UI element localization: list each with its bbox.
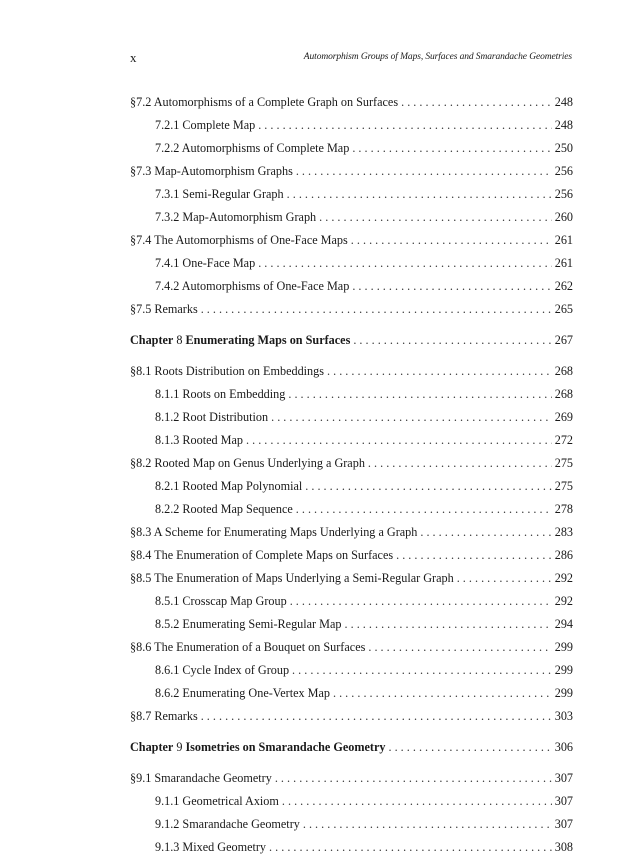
toc-entry-title: 8.6.2 Enumerating One-Vertex Map (155, 686, 330, 700)
toc-section-row[interactable] (130, 160, 573, 183)
toc-entry-title: §8.6 The Enumeration of a Bouquet on Surfaces (130, 640, 366, 654)
toc-entry-title: 7.4.2 Automorphisms of One-Face Map (155, 279, 350, 293)
toc-page-number: 268 (554, 387, 573, 401)
toc-page-number: 268 (554, 364, 573, 378)
toc-section-row[interactable] (130, 636, 573, 659)
toc-page-number: 275 (554, 456, 573, 470)
chapter-title: Isometries on Smarandache Geometry (185, 740, 386, 754)
toc-entry-title: §8.3 A Scheme for Enumerating Maps Underlying a Graph (130, 525, 418, 539)
dot-leader (246, 429, 552, 452)
toc-page-number: 250 (554, 141, 573, 155)
toc-page-number: 294 (554, 617, 573, 631)
dot-leader (333, 682, 552, 705)
toc-section-row[interactable] (130, 521, 573, 544)
dot-leader (288, 383, 551, 406)
dot-leader (457, 567, 552, 590)
toc-page-number: 262 (554, 279, 573, 293)
dot-leader (271, 406, 552, 429)
toc-entry-title: 9.1.3 Mixed Geometry (155, 840, 267, 854)
toc-entry-title: 8.1.1 Roots on Embedding (155, 387, 286, 401)
toc-subsection-row[interactable] (130, 137, 573, 160)
toc-page-number: 248 (554, 95, 573, 109)
dot-leader (353, 329, 551, 352)
toc-page-number: 248 (554, 118, 573, 132)
dot-leader (319, 206, 552, 229)
toc-entry-title: §7.5 Remarks (130, 302, 198, 316)
toc-subsection-row[interactable] (130, 682, 573, 705)
toc-subsection-row[interactable] (130, 613, 573, 636)
toc-subsection-row[interactable] (130, 813, 573, 836)
toc-page-number: 260 (554, 210, 573, 224)
chapter-label: Chapter (130, 740, 174, 754)
page-numeral: x (130, 50, 137, 65)
chapter-number: 8 (176, 333, 183, 347)
toc-subsection-row[interactable] (130, 406, 573, 429)
toc-entry-title: §8.2 Rooted Map on Genus Underlying a Graph (130, 456, 365, 470)
toc-page-number: 307 (554, 771, 573, 785)
table-of-contents (130, 91, 573, 859)
toc-page-number: 299 (554, 663, 573, 677)
toc-subsection-row[interactable] (130, 790, 573, 813)
toc-entry-title: 7.4.1 One-Face Map (155, 256, 256, 270)
toc-entry-title: §7.3 Map-Automorphism Graphs (130, 164, 293, 178)
toc-page-number: 292 (554, 594, 573, 608)
toc-entry-title: §8.5 The Enumeration of Maps Underlying a Semi-Regular Graph (130, 571, 454, 585)
toc-section-row[interactable] (130, 544, 573, 567)
dot-leader (401, 91, 552, 114)
page-header (130, 50, 572, 66)
toc-entry-title (130, 329, 350, 352)
toc-subsection-row[interactable] (130, 659, 573, 682)
chapter-label: Chapter (130, 333, 174, 347)
toc-entry-title: §7.4 The Automorphisms of One-Face Maps (130, 233, 348, 247)
toc-subsection-row[interactable] (130, 429, 573, 452)
toc-entry-title (130, 736, 385, 759)
dot-leader (282, 790, 552, 813)
toc-page-number: 299 (554, 686, 573, 700)
toc-subsection-row[interactable] (130, 275, 573, 298)
toc-subsection-row[interactable] (130, 590, 573, 613)
toc-page-number: 256 (554, 187, 573, 201)
dot-leader (388, 736, 551, 759)
toc-page-number: 283 (554, 525, 573, 539)
dot-leader (351, 229, 552, 252)
toc-subsection-row[interactable] (130, 475, 573, 498)
toc-page-number: 307 (554, 794, 573, 808)
toc-entry-title: 7.3.1 Semi-Regular Graph (155, 187, 284, 201)
toc-entry-title: 9.1.2 Smarandache Geometry (155, 817, 300, 831)
toc-entry-title: §8.4 The Enumeration of Complete Maps on Surfaces (130, 548, 394, 562)
toc-page-number: 308 (554, 840, 573, 854)
dot-leader (269, 836, 552, 859)
toc-page-number: 306 (554, 740, 573, 754)
toc-page-number: 272 (554, 433, 573, 447)
toc-section-row[interactable] (130, 767, 573, 790)
dot-leader (303, 813, 552, 836)
toc-chapter-row[interactable] (130, 736, 573, 759)
dot-leader (201, 705, 552, 728)
toc-entry-title: 7.2.1 Complete Map (155, 118, 256, 132)
dot-leader (352, 137, 551, 160)
toc-entry-title: 8.6.1 Cycle Index of Group (155, 663, 290, 677)
toc-page-number: 267 (554, 333, 573, 347)
dot-leader (258, 252, 552, 275)
toc-subsection-row[interactable] (130, 498, 573, 521)
toc-entry-title: 8.5.1 Crosscap Map Group (155, 594, 287, 608)
dot-leader (396, 544, 552, 567)
toc-page-number: 265 (554, 302, 573, 316)
toc-entry-title: 8.1.3 Rooted Map (155, 433, 244, 447)
toc-section-row[interactable] (130, 452, 573, 475)
dot-leader (292, 659, 552, 682)
toc-section-row[interactable] (130, 360, 573, 383)
toc-entry-title: 8.2.1 Rooted Map Polynomial (155, 479, 303, 493)
toc-page-number: 275 (554, 479, 573, 493)
toc-page-number: 278 (554, 502, 573, 516)
toc-page-number: 307 (554, 817, 573, 831)
dot-leader (352, 275, 551, 298)
toc-subsection-row[interactable] (130, 252, 573, 275)
toc-section-row[interactable] (130, 229, 573, 252)
dot-leader (258, 114, 552, 137)
running-title: Automorphism Groups of Maps, Surfaces and Smarandache Geometries (303, 52, 572, 62)
toc-section-row[interactable] (130, 91, 573, 114)
toc-entry-title: 7.3.2 Map-Automorphism Graph (155, 210, 317, 224)
toc-page-number: 261 (554, 233, 573, 247)
dot-leader (420, 521, 551, 544)
toc-page-number: 256 (554, 164, 573, 178)
toc-entry-title: §8.7 Remarks (130, 709, 198, 723)
dot-leader (296, 160, 552, 183)
dot-leader (368, 452, 552, 475)
dot-leader (287, 183, 552, 206)
toc-subsection-row[interactable] (130, 383, 573, 406)
dot-leader (327, 360, 552, 383)
toc-subsection-row[interactable] (130, 206, 573, 229)
dot-leader (345, 613, 552, 636)
toc-chapter-row[interactable] (130, 329, 573, 352)
toc-entry-title: §9.1 Smarandache Geometry (130, 771, 272, 785)
toc-entry-title: 9.1.1 Geometrical Axiom (155, 794, 279, 808)
toc-subsection-row[interactable] (130, 183, 573, 206)
dot-leader (275, 767, 552, 790)
toc-page-number: 299 (554, 640, 573, 654)
dot-leader (296, 498, 552, 521)
dot-leader (201, 298, 552, 321)
toc-subsection-row[interactable] (130, 114, 573, 137)
dot-leader (305, 475, 551, 498)
toc-page-number: 303 (554, 709, 573, 723)
toc-section-row[interactable] (130, 567, 573, 590)
dot-leader (368, 636, 551, 659)
toc-subsection-row[interactable] (130, 836, 573, 859)
toc-entry-title: §8.1 Roots Distribution on Embeddings (130, 364, 324, 378)
toc-entry-title: §7.2 Automorphisms of a Complete Graph on Surfaces (130, 95, 399, 109)
toc-entry-title: 7.2.2 Automorphisms of Complete Map (155, 141, 350, 155)
chapter-title: Enumerating Maps on Surfaces (185, 333, 351, 347)
toc-section-row[interactable] (130, 705, 573, 728)
toc-page-number: 292 (554, 571, 573, 585)
toc-page-number: 269 (554, 410, 573, 424)
toc-page-number: 261 (554, 256, 573, 270)
toc-entry-title: 8.1.2 Root Distribution (155, 410, 269, 424)
toc-entry-title: 8.2.2 Rooted Map Sequence (155, 502, 293, 516)
toc-page-number: 286 (554, 548, 573, 562)
dot-leader (290, 590, 552, 613)
chapter-number: 9 (176, 740, 183, 754)
toc-entry-title: 8.5.2 Enumerating Semi-Regular Map (155, 617, 342, 631)
toc-section-row[interactable] (130, 298, 573, 321)
